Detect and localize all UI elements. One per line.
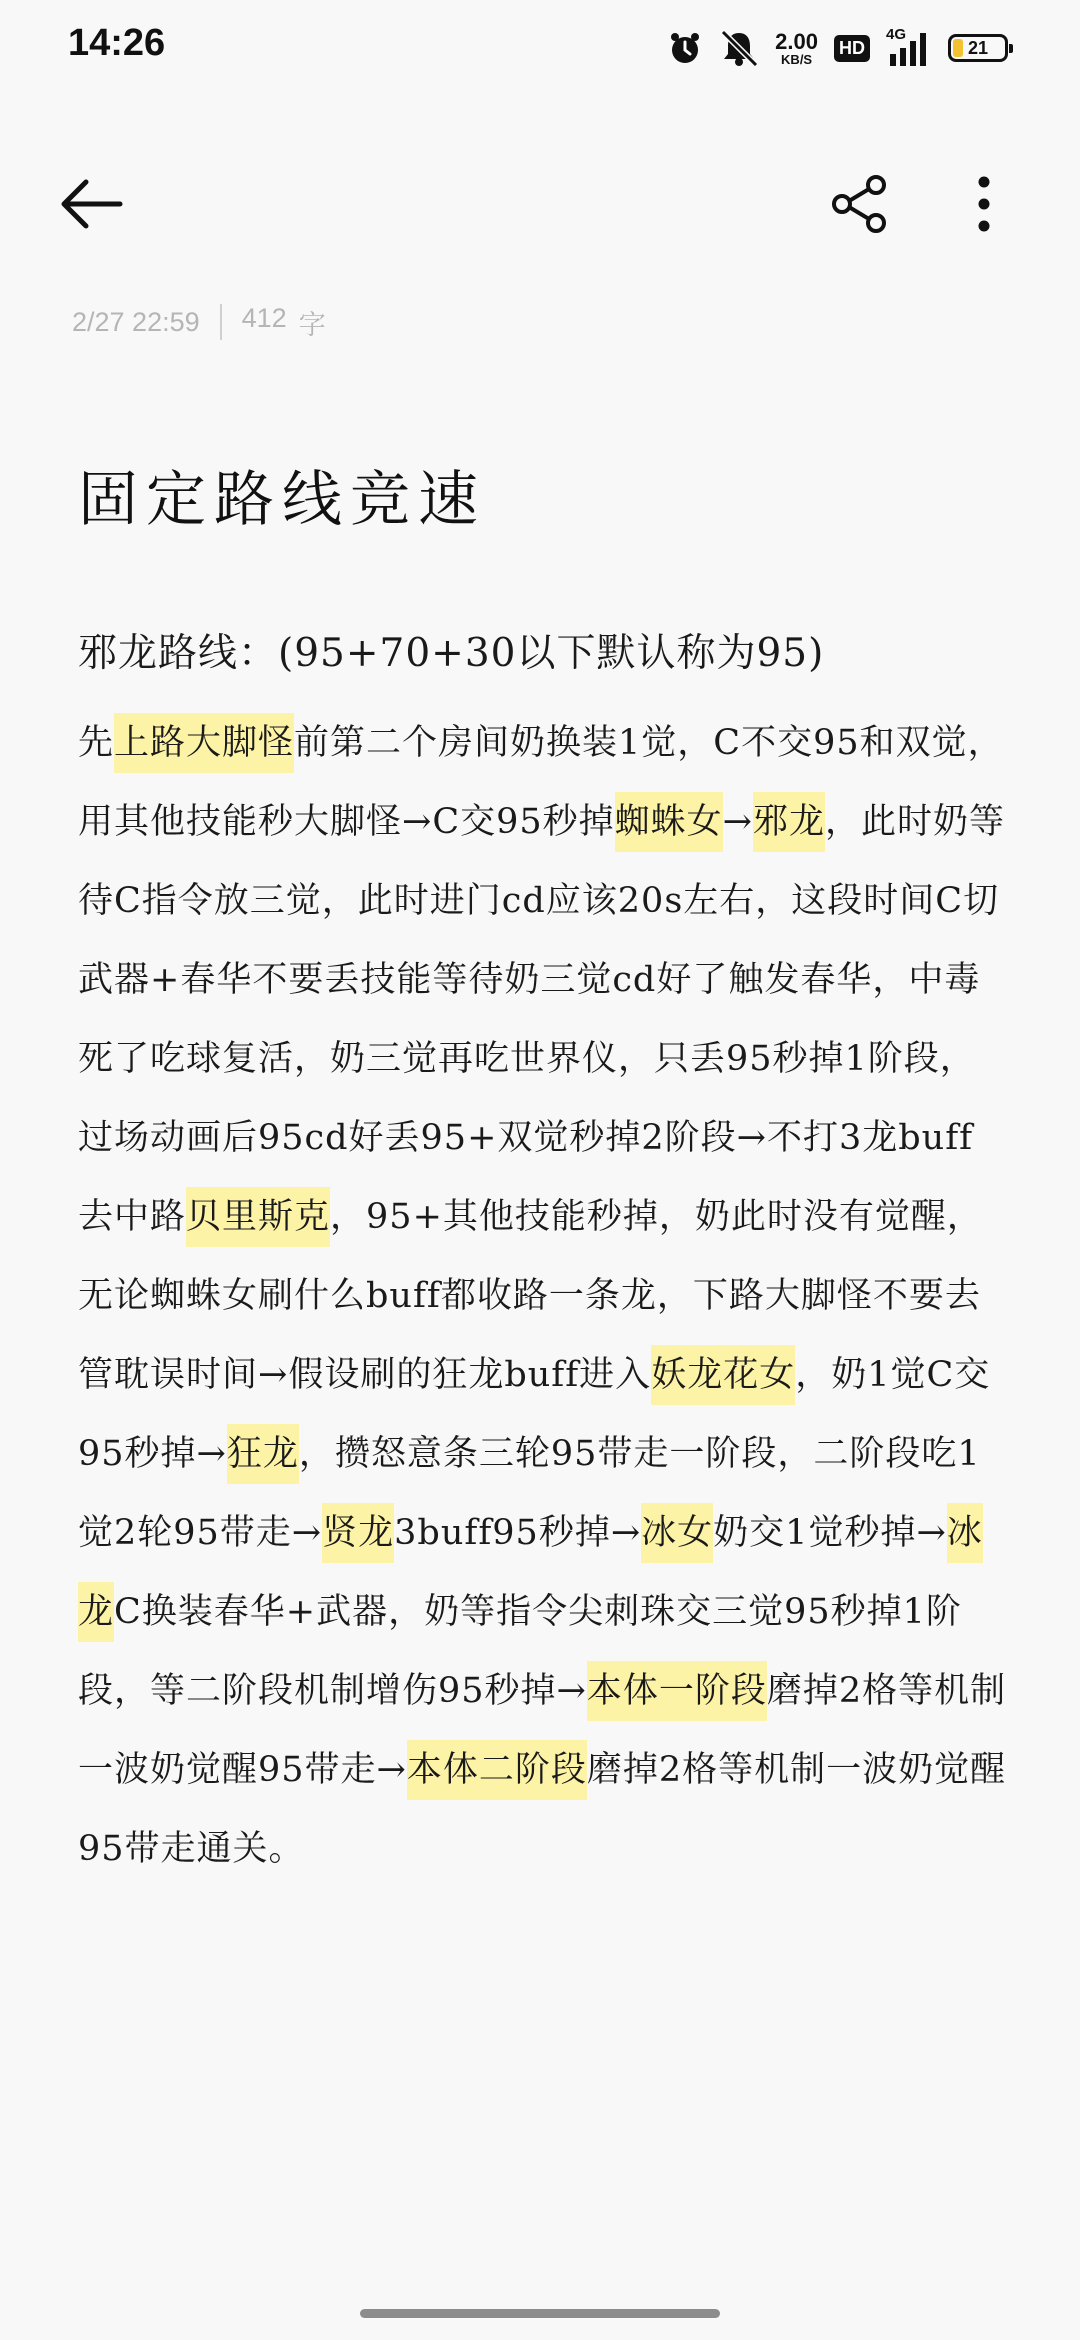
highlighted-text: 蜘蛛女 <box>615 792 723 852</box>
battery-level: 21 <box>967 37 989 58</box>
text-segment: 3buff95秒掉→ <box>394 1513 642 1553</box>
more-options-button[interactable] <box>964 172 1004 236</box>
word-count-unit: 字 <box>298 309 326 340</box>
word-count-value: 412 <box>241 302 287 333</box>
status-bar <box>0 0 1080 96</box>
more-vertical-icon <box>964 172 1004 236</box>
home-indicator <box>360 2309 720 2318</box>
highlighted-text: 上路大脚怪 <box>114 713 294 773</box>
network-speed-value: 2.00 <box>775 28 818 54</box>
note-paragraph <box>78 704 1008 1889</box>
note-title[interactable]: 固定路线竞速 <box>78 465 486 535</box>
highlighted-text: 贝里斯克 <box>186 1187 330 1247</box>
text-segment: ，攒怒意条三轮95带走一阶段，二阶段吃1觉2轮95带走→ <box>78 1434 981 1553</box>
note-subtitle: 邪龙路线：(95+70+30以下默认称为95) <box>78 631 825 676</box>
share-button[interactable] <box>828 172 892 236</box>
battery-icon <box>948 34 1008 62</box>
network-speed <box>775 28 818 67</box>
highlighted-text: 贤龙 <box>322 1503 394 1563</box>
back-button[interactable] <box>58 176 128 232</box>
text-segment: ，95+其他技能秒掉，奶此时没有觉醒，无论蜘蛛女刷什么buff都收路一条龙，下路大脚怪不要去管耽误时间→假设刷的狂龙buff进入 <box>78 1197 983 1395</box>
highlighted-text: 冰龙 <box>78 1503 983 1642</box>
hd-badge: HD <box>834 35 870 62</box>
battery-fill <box>953 39 963 57</box>
text-segment: 奶交1觉秒掉→ <box>713 1513 947 1553</box>
note-meta <box>72 302 326 342</box>
highlighted-text: 狂龙 <box>227 1424 299 1484</box>
highlighted-text: 本体二阶段 <box>407 1740 587 1800</box>
note-datetime: 2/27 22:59 <box>72 306 200 337</box>
text-segment: ，此时奶等待C指令放三觉，此时进门cd应该20s左右，这段时间C切武器+春华不要丢技能等待奶三觉cd好了触发春华，中毒死了吃球复活，奶三觉再吃世界仪，只丢95秒掉1阶段，过场动画后95cd好丢95+双觉秒掉2阶段→不打3龙buff去中路 <box>78 802 1006 1237</box>
mute-icon <box>719 29 759 67</box>
meta-divider <box>220 304 222 340</box>
highlighted-text: 本体一阶段 <box>587 1661 767 1721</box>
back-arrow-icon <box>58 176 128 232</box>
toolbar <box>0 150 1080 260</box>
status-time: 14:26 <box>68 22 166 64</box>
word-count <box>242 303 326 342</box>
highlighted-text: 妖龙花女 <box>651 1345 795 1405</box>
network-type: 4G <box>886 26 907 43</box>
status-icons <box>667 26 1008 70</box>
text-segment: → <box>722 802 753 842</box>
note-body[interactable] <box>78 622 1008 1889</box>
share-icon <box>828 172 892 236</box>
text-segment: 前第二个房间奶换装1觉，C不交95和双觉，用其他技能秒大脚怪→C交95秒掉 <box>78 723 1004 842</box>
text-segment: C换装春华+武器，奶等指令尖刺珠交三觉95秒掉1阶段，等二阶段机制增伤95秒掉→ <box>78 1592 962 1711</box>
text-segment: 先 <box>78 723 115 763</box>
highlighted-text: 邪龙 <box>753 792 825 852</box>
text-segment: ，奶1觉C交95秒掉→ <box>78 1355 991 1474</box>
signal-icon <box>886 28 932 68</box>
text-segment: 磨掉2格等机制一波奶觉醒95带走→ <box>78 1671 1007 1790</box>
text-segment: 磨掉2格等机制一波奶觉醒95带走通关。 <box>78 1750 1007 1869</box>
highlighted-text: 冰女 <box>641 1503 713 1563</box>
network-speed-unit: KB/S <box>781 51 813 67</box>
alarm-icon <box>667 30 703 66</box>
